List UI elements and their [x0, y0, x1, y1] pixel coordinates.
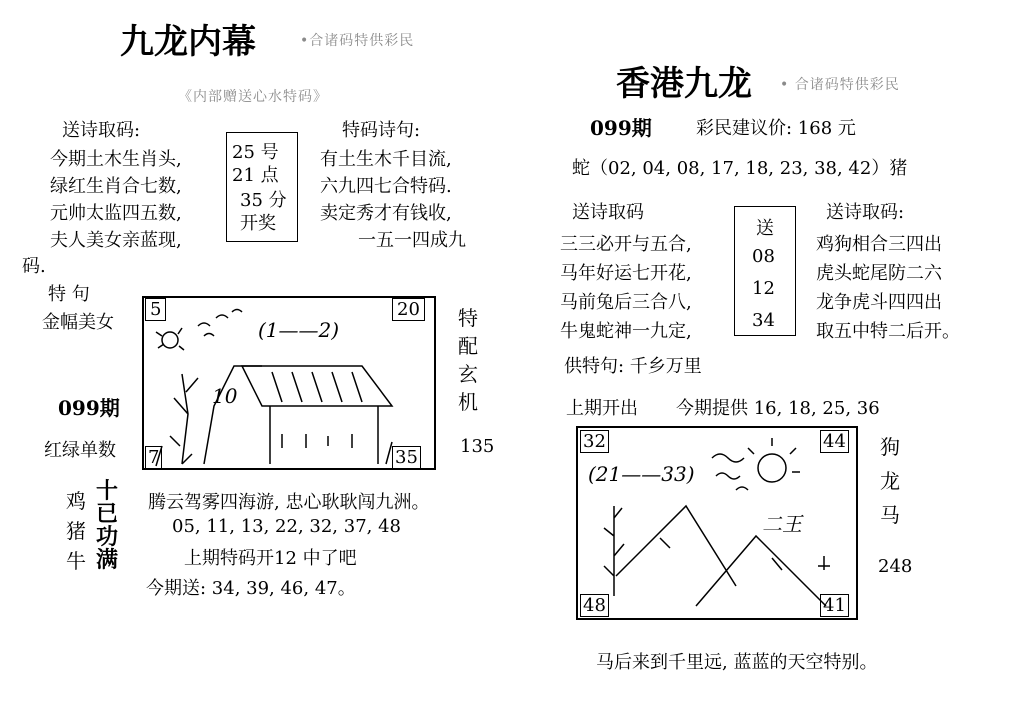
left-special-label: 特 句 — [48, 284, 90, 305]
left-pic-corner-bl: 7 — [145, 446, 162, 469]
left-title: 九龙内幕 — [120, 22, 256, 62]
right-poem-left-line: 三三必开与五合, — [560, 234, 692, 255]
left-vertical-char: 机 — [458, 390, 478, 414]
left-special-text: 金幅美女 — [42, 312, 114, 333]
left-issue: 099期 — [58, 396, 120, 420]
left-pic-corner-tr: 20 — [392, 298, 425, 321]
right-title: 香港九龙 — [616, 64, 752, 104]
right-send-label-left: 送诗取码 — [572, 202, 644, 223]
right-number-right: 248 — [878, 556, 913, 577]
right-pic-glyph: 二王 — [762, 512, 802, 536]
right-poem-left-line: 马年好运七开花, — [560, 263, 692, 284]
right-box-line: 34 — [752, 310, 775, 331]
right-poem-right-line: 龙争虎斗四四出 — [816, 292, 942, 313]
left-box-line: 25 号 — [232, 142, 279, 163]
right-price: 彩民建议价: 168 元 — [696, 118, 856, 139]
right-poem-right-line: 鸡狗相合三四出 — [816, 234, 942, 255]
right-poem-left-line: 牛鬼蛇神一九定, — [560, 321, 692, 342]
right-box-line: 12 — [752, 278, 775, 299]
right-pic-corner-tr: 44 — [820, 430, 849, 453]
left-bold-col — [96, 480, 118, 572]
left-bold-char: 满 — [96, 547, 119, 573]
left-poem-line: 绿红生肖合七数, — [50, 176, 182, 197]
right-numbers-line: 蛇（02, 04, 08, 17, 18, 23, 38, 42）猪 — [572, 158, 908, 179]
right-box-line: 送 — [756, 218, 774, 239]
left-bold-char: 功 — [96, 524, 119, 550]
left-box-line: 35 分 — [240, 190, 287, 211]
left-subtitle: •合诸码特供彩民 — [300, 33, 415, 49]
left-pic-ten: 10 — [212, 384, 238, 408]
left-zodiac-char: 鸡 — [66, 489, 86, 513]
right-vertical-right — [880, 430, 900, 532]
left-send-label: 送诗取码: — [62, 120, 141, 141]
left-box-line: 开奖 — [240, 213, 276, 234]
left-hint: 红绿单数 — [44, 440, 116, 461]
right-poem-left-line: 马前兔后三合八, — [560, 292, 692, 313]
right-pic-range: (21——33) — [588, 462, 695, 486]
left-line2: 05, 11, 13, 22, 32, 37, 48 — [172, 516, 401, 537]
left-line4: 今期送: 34, 39, 46, 47。 — [146, 578, 356, 599]
left-poem2-label: 特码诗句: — [342, 120, 421, 141]
right-subtitle: • 合诸码特供彩民 — [780, 77, 900, 93]
right-vertical-char: 狗 — [880, 435, 900, 459]
right-footer: 马后来到千里远, 蓝蓝的天空特别。 — [596, 652, 878, 673]
left-pic-range: (1——2) — [258, 318, 340, 342]
left-poem-line: 夫人美女亲蓝现, — [50, 230, 182, 251]
left-line1: 腾云驾雾四海游, 忠心耿耿闯九洲。 — [148, 492, 430, 513]
left-poem-line: 元帅太监四五数, — [50, 203, 182, 224]
left-vertical-char: 特 — [458, 306, 478, 330]
left-poem2-line: 有土生木千目流, — [320, 149, 452, 170]
left-line3: 上期特码开12 中了吧 — [184, 548, 357, 569]
right-vertical-char: 龙 — [880, 469, 900, 493]
left-pic-sketch — [142, 296, 432, 466]
left-vertical-char: 玄 — [458, 362, 478, 386]
right-poem-right-line: 取五中特二后开。 — [816, 321, 960, 342]
left-poem2-line: 卖定秀才有钱收, — [320, 203, 452, 224]
right-last-open: 上期开出 — [566, 398, 638, 419]
left-pic-corner-tl: 5 — [145, 298, 166, 321]
left-pic-corner-br: 35 — [392, 446, 421, 469]
left-zodiac-col — [66, 486, 86, 576]
left-vertical-right — [458, 306, 478, 414]
right-box-line: 08 — [752, 246, 775, 267]
left-poem2-line: 一五一四成九 — [358, 230, 466, 251]
right-send-label-right: 送诗取码: — [826, 202, 905, 223]
right-special: 供特句: 千乡万里 — [564, 356, 702, 377]
left-poem2-line: 六九四七合特码. — [320, 176, 452, 197]
left-number-right: 135 — [460, 436, 495, 457]
left-poem-line: 今期土木生肖头, — [50, 149, 182, 170]
right-issue: 099期 — [590, 116, 652, 140]
right-vertical-char: 马 — [880, 503, 900, 527]
left-box-line: 21 点 — [232, 165, 279, 186]
right-pic-corner-tl: 32 — [580, 430, 609, 453]
left-zodiac-char: 牛 — [66, 549, 86, 573]
left-bold-char: 已 — [96, 501, 119, 527]
left-subheading: 《内部赠送心水特码》 — [178, 89, 328, 105]
right-poem-right-line: 虎头蛇尾防二六 — [816, 263, 942, 284]
right-pic-sketch — [576, 426, 854, 616]
right-pic-corner-bl: 48 — [580, 594, 609, 617]
right-this-issue: 今期提供 16, 18, 25, 36 — [676, 398, 880, 419]
left-zodiac-char: 猪 — [66, 519, 86, 543]
left-poem2-tail: 码. — [22, 256, 46, 277]
right-pic-corner-br: 41 — [820, 594, 849, 617]
left-vertical-char: 配 — [458, 334, 478, 358]
left-bold-char: 十 — [96, 478, 119, 504]
